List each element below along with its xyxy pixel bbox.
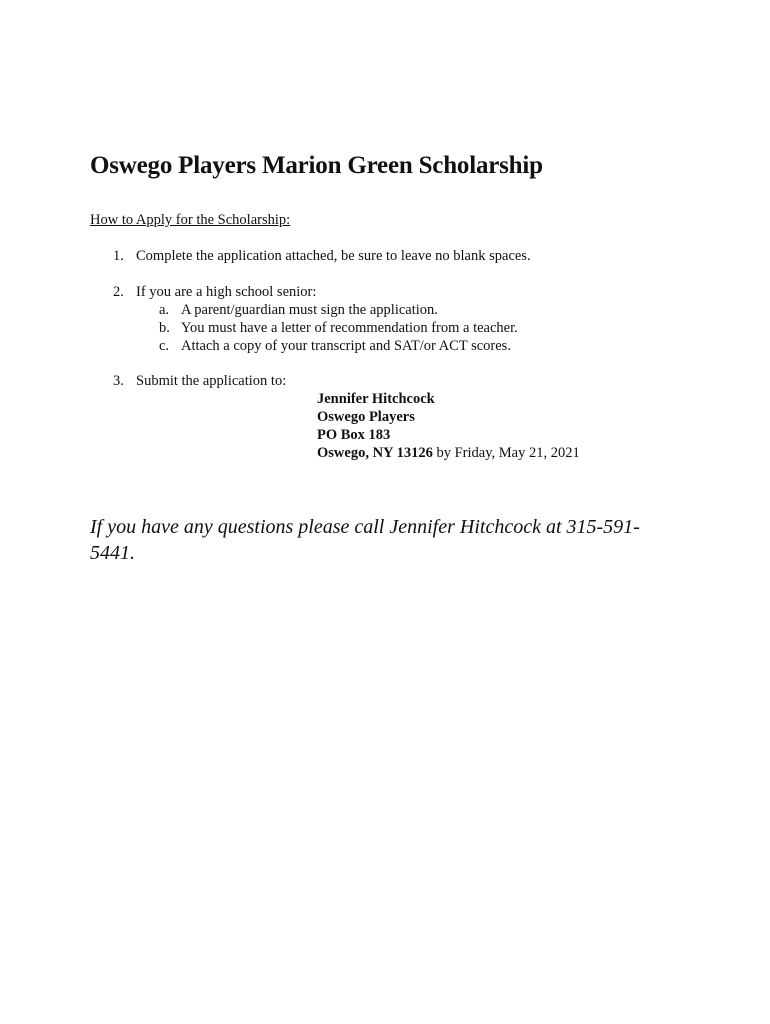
address-organization: Oswego Players bbox=[317, 409, 415, 425]
questions-line-2: 5441. bbox=[90, 542, 135, 564]
step-text: Submit the application to: bbox=[136, 373, 287, 389]
address-po-box: PO Box 183 bbox=[317, 427, 391, 443]
deadline-text: by Friday, May 21, 2021 bbox=[432, 445, 580, 461]
questions-line-1: If you have any questions please call Jennifer Hitchcock at 315-591- bbox=[90, 516, 640, 538]
step-text: If you are a high school senior: bbox=[136, 284, 317, 300]
step-number: 1. bbox=[113, 248, 124, 264]
how-to-apply-heading: How to Apply for the Scholarship: bbox=[90, 212, 291, 228]
address-city-line bbox=[317, 445, 580, 462]
step-number: 2. bbox=[113, 284, 124, 300]
step-number: 3. bbox=[113, 373, 124, 389]
step-text: Complete the application attached, be sure to leave no blank spaces. bbox=[136, 248, 531, 264]
address-city-state-zip: Oswego, NY 13126 bbox=[317, 445, 433, 461]
requirement-text: A parent/guardian must sign the application. bbox=[181, 302, 438, 318]
document-title: Oswego Players Marion Green Scholarship bbox=[90, 152, 543, 179]
address-name: Jennifer Hitchcock bbox=[317, 391, 435, 407]
requirement-letter: c. bbox=[159, 338, 170, 354]
requirement-text: Attach a copy of your transcript and SAT/or ACT scores. bbox=[181, 338, 511, 354]
requirement-letter: b. bbox=[159, 320, 170, 336]
requirement-text: You must have a letter of recommendation from a teacher. bbox=[181, 320, 518, 336]
questions-note bbox=[90, 514, 670, 566]
requirement-letter: a. bbox=[159, 302, 170, 318]
